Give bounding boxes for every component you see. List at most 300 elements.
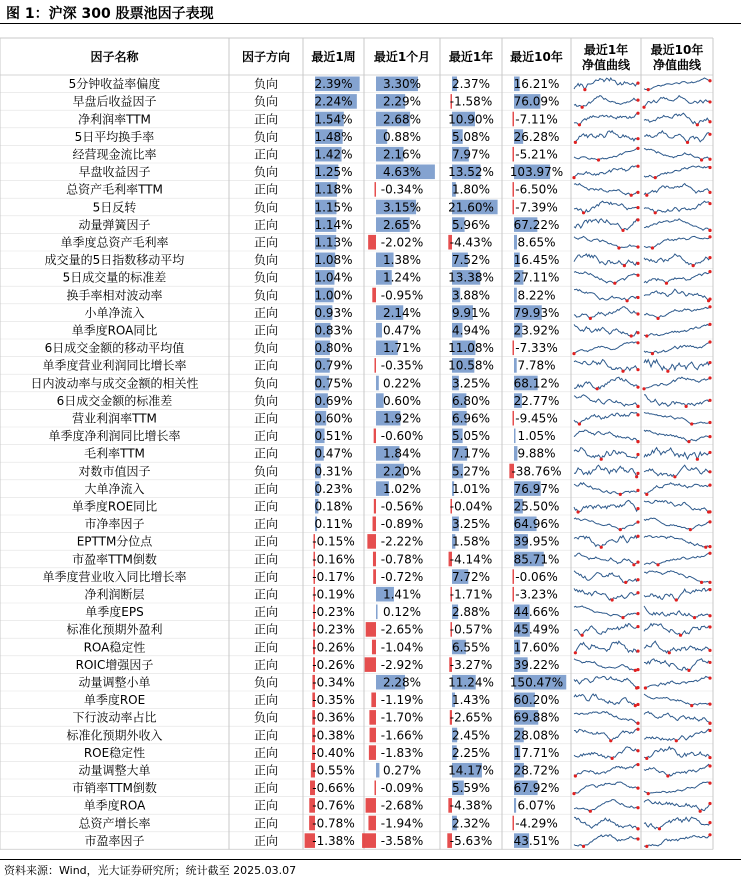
value-bar — [514, 358, 517, 373]
value-cell: 28.08% — [513, 728, 560, 743]
curve-end-marker — [708, 166, 711, 169]
value-cell: -0.35% — [380, 358, 424, 373]
net-value-curve — [644, 817, 710, 829]
net-value-curve — [644, 764, 710, 776]
curve-low-marker — [582, 211, 585, 214]
value-cell: 85.71% — [513, 552, 560, 567]
curve-low-marker — [613, 282, 616, 285]
factor-direction: 正向 — [253, 358, 279, 373]
curve-end-marker — [636, 147, 639, 150]
value-cell: 5.05% — [451, 429, 491, 444]
value-cell: 43.51% — [513, 833, 560, 848]
net-value-curve — [644, 272, 710, 284]
factor-name: 换手率相对波动率 — [66, 288, 163, 303]
factor-direction: 负向 — [253, 200, 279, 215]
value-cell: 2.32% — [451, 816, 491, 831]
curve-end-marker — [708, 120, 711, 123]
value-cell: 11.24% — [448, 675, 494, 690]
factor-direction: 负向 — [253, 675, 279, 690]
value-cell: 2.45% — [451, 728, 491, 743]
net-value-curve — [574, 289, 638, 301]
curve-end-marker — [708, 399, 711, 402]
factor-name: 单季度ROE — [83, 693, 146, 708]
value-cell: 68.12% — [513, 376, 560, 391]
net-value-curve — [574, 624, 638, 636]
factor-direction: 负向 — [253, 270, 279, 285]
curve-end-marker — [636, 722, 639, 725]
value-cell: 21.60% — [448, 200, 494, 215]
factor-direction: 正向 — [253, 534, 279, 549]
value-cell: 0.51% — [314, 429, 353, 444]
value-cell: -1.71% — [449, 587, 493, 602]
net-value-curve — [574, 782, 638, 794]
factor-name: 经营现金流比率 — [72, 147, 157, 162]
curve-low-marker — [651, 352, 654, 355]
value-bar — [375, 182, 377, 197]
factor-name: EPTTM分位点 — [76, 534, 153, 549]
factor-direction: 负向 — [253, 376, 279, 391]
factor-name: 5分钟收益率偏度 — [68, 77, 161, 92]
curve-end-marker — [708, 802, 711, 805]
value-cell: 9.88% — [517, 446, 556, 461]
value-cell: -1.70% — [380, 710, 424, 725]
factor-name: 标准化预期外收入 — [66, 728, 163, 743]
factor-name: 对数市值因子 — [78, 464, 151, 479]
net-value-curve — [574, 113, 638, 125]
value-cell: -0.55% — [312, 763, 355, 778]
value-cell: 1.24% — [382, 270, 422, 285]
curve-end-marker — [636, 165, 639, 168]
curve-end-marker — [636, 649, 639, 652]
value-cell: 2.25% — [451, 745, 491, 760]
value-cell: -4.29% — [515, 816, 558, 831]
value-cell: 1.71% — [382, 341, 422, 356]
value-cell: 3.25% — [451, 376, 491, 391]
curve-low-marker — [656, 563, 659, 566]
curve-end-marker — [636, 472, 639, 475]
net-value-curve — [644, 219, 710, 231]
net-value-curve — [574, 659, 638, 671]
curve-low-marker — [687, 440, 690, 443]
curve-low-marker — [689, 528, 692, 531]
net-value-curve — [644, 113, 710, 125]
net-value-curve — [574, 676, 638, 688]
curve-end-marker — [708, 133, 711, 136]
value-cell: -2.65% — [449, 710, 493, 725]
value-cell: 26.28% — [513, 129, 560, 144]
factor-direction: 正向 — [253, 605, 279, 620]
curve-low-marker — [690, 422, 693, 425]
curve-low-marker — [699, 810, 702, 813]
curve-end-marker — [708, 100, 711, 103]
column-header: 最近1个月 — [373, 50, 431, 64]
value-cell: 1.38% — [382, 253, 422, 268]
curve-low-marker — [609, 739, 612, 742]
value-cell: 10.90% — [448, 112, 494, 127]
value-cell: 6.80% — [451, 393, 491, 408]
value-cell: -5.21% — [515, 147, 558, 162]
value-cell: 1.41% — [382, 587, 422, 602]
curve-low-marker — [700, 581, 703, 584]
curve-end-marker — [708, 79, 711, 82]
curve-end-marker — [708, 297, 711, 300]
curve-end-marker — [708, 484, 711, 487]
value-bar — [373, 552, 376, 567]
curve-end-marker — [708, 305, 711, 308]
curve-end-marker — [708, 756, 711, 759]
factor-direction: 负向 — [253, 393, 279, 408]
value-cell: 25.50% — [513, 499, 560, 514]
value-cell: -9.45% — [515, 411, 558, 426]
value-cell: -3.27% — [449, 657, 493, 672]
curve-end-marker — [636, 191, 639, 194]
net-value-curve — [574, 817, 638, 829]
curve-low-marker — [645, 493, 648, 496]
value-cell: 1.48% — [314, 129, 353, 144]
value-cell: 2.14% — [382, 305, 422, 320]
curve-end-marker — [636, 763, 639, 766]
value-cell: -2.92% — [380, 657, 424, 672]
value-cell: 0.22% — [382, 376, 422, 391]
value-cell: -5.63% — [449, 833, 493, 848]
curve-end-marker — [708, 649, 711, 652]
value-cell: -1.83% — [380, 745, 424, 760]
value-cell: 27.11% — [513, 270, 560, 285]
curve-end-marker — [708, 376, 711, 379]
factor-name: 单季度净利润同比增长率 — [48, 429, 181, 444]
net-value-curve — [574, 606, 638, 618]
value-bar — [376, 605, 378, 620]
value-cell: 22.77% — [513, 393, 560, 408]
column-header: 因子方向 — [241, 50, 291, 64]
net-value-curve — [574, 553, 638, 565]
value-cell: 0.18% — [314, 499, 353, 514]
curve-end-marker — [708, 614, 711, 617]
value-cell: 2.24% — [314, 94, 353, 109]
curve-end-marker — [636, 507, 639, 510]
value-bar — [372, 640, 376, 655]
factor-name: 动量调整大单 — [78, 763, 151, 778]
net-value-curve — [574, 518, 638, 530]
factor-name: 日内波动率与成交金额的相关性 — [30, 376, 199, 391]
net-value-curve — [574, 324, 638, 336]
curve-end-marker — [708, 451, 711, 454]
curve-end-marker — [708, 421, 711, 424]
value-cell: 2.20% — [382, 464, 422, 479]
factor-direction: 正向 — [253, 182, 279, 197]
value-cell: 6.96% — [451, 411, 491, 426]
value-cell: -0.76% — [312, 798, 355, 813]
net-value-curve — [644, 483, 710, 495]
factor-name: 大单净流入 — [84, 481, 145, 496]
value-cell: 2.88% — [451, 605, 491, 620]
value-cell: 8.65% — [517, 235, 556, 250]
factor-name: 总资产毛利率TTM — [66, 182, 163, 197]
curve-end-marker — [636, 368, 639, 371]
net-value-curve — [574, 536, 638, 548]
value-cell: 2.68% — [382, 112, 422, 127]
value-cell: 0.47% — [314, 446, 353, 461]
curve-low-marker — [624, 581, 627, 584]
value-cell: 2.65% — [382, 217, 422, 232]
net-value-curve — [574, 377, 638, 389]
curve-end-marker — [708, 764, 711, 767]
value-cell: -1.38% — [312, 833, 355, 848]
net-value-curve — [644, 184, 710, 196]
curve-end-marker — [708, 235, 711, 238]
curve-end-marker — [708, 435, 711, 438]
net-value-curve — [574, 148, 638, 160]
value-cell: 3.15% — [382, 200, 422, 215]
curve-low-marker — [686, 141, 689, 144]
factor-direction: 负向 — [253, 129, 279, 144]
value-cell: -1.04% — [380, 640, 424, 655]
value-cell: 76.97% — [513, 481, 560, 496]
factor-direction: 正向 — [253, 763, 279, 778]
value-cell: 44.66% — [513, 605, 560, 620]
value-cell: -0.06% — [515, 569, 558, 584]
value-cell: -0.78% — [312, 816, 355, 831]
curve-low-marker — [666, 774, 669, 777]
net-value-curve — [574, 96, 638, 108]
curve-low-marker — [700, 158, 703, 161]
factor-direction: 正向 — [253, 517, 279, 532]
value-cell: 1.13% — [314, 235, 353, 250]
factor-name: 6日成交金额的移动平均值 — [44, 341, 185, 356]
value-cell: 0.47% — [382, 323, 422, 338]
value-bar — [513, 411, 515, 426]
factor-name: 5日平均换手率 — [74, 129, 155, 144]
factor-name: 市销率TTM倒数 — [72, 781, 157, 796]
curve-end-marker — [708, 270, 711, 273]
value-cell: -0.60% — [380, 429, 424, 444]
column-header: 最近10年 — [650, 43, 704, 57]
value-bar — [376, 323, 382, 338]
factor-direction: 负向 — [253, 94, 279, 109]
factor-name: 单季度营业收入同比增长率 — [42, 569, 187, 584]
value-cell: -7.39% — [515, 200, 558, 215]
value-cell: 69.88% — [513, 710, 560, 725]
curve-end-marker — [708, 625, 711, 628]
factor-direction: 负向 — [253, 165, 279, 180]
curve-end-marker — [636, 786, 639, 789]
value-cell: -0.26% — [312, 640, 355, 655]
value-bar — [370, 728, 376, 743]
net-value-curve — [574, 166, 638, 178]
value-cell: -2.22% — [380, 534, 424, 549]
value-cell: 28.72% — [513, 763, 560, 778]
value-cell: 1.80% — [451, 182, 491, 197]
net-value-curve — [644, 166, 710, 178]
value-bar — [365, 657, 376, 672]
value-cell: 7.72% — [451, 569, 491, 584]
net-value-curve — [644, 518, 710, 530]
value-bar — [373, 569, 376, 584]
factor-direction: 正向 — [253, 728, 279, 743]
value-cell: 7.17% — [451, 446, 491, 461]
value-cell: -4.43% — [449, 235, 493, 250]
curve-end-marker — [636, 218, 639, 221]
curve-end-marker — [636, 591, 639, 594]
value-cell: 60.20% — [513, 693, 560, 708]
value-bar — [366, 622, 376, 637]
footer-rule — [0, 859, 741, 860]
net-value-curve — [574, 448, 638, 460]
factor-direction: 正向 — [253, 147, 279, 162]
curve-low-marker — [692, 264, 695, 267]
net-value-curve — [574, 483, 638, 495]
curve-low-marker — [642, 106, 645, 109]
value-cell: 17.60% — [513, 640, 560, 655]
column-header: 最近1年 — [448, 50, 494, 64]
curve-low-marker — [647, 88, 650, 91]
curve-end-marker — [708, 821, 711, 824]
factor-direction: 负向 — [253, 464, 279, 479]
value-cell: -7.33% — [515, 341, 558, 356]
factor-name: 6日成交金额的标准差 — [56, 393, 173, 408]
value-cell: 39.22% — [513, 657, 560, 672]
curve-end-marker — [636, 99, 639, 102]
value-cell: 0.27% — [382, 763, 422, 778]
factor-direction: 正向 — [253, 323, 279, 338]
curve-end-marker — [636, 312, 639, 315]
curve-end-marker — [636, 341, 639, 344]
value-cell: -38.76% — [511, 464, 562, 479]
value-bar — [376, 376, 379, 391]
net-value-curve — [644, 131, 710, 143]
curve-low-marker — [611, 757, 614, 760]
curve-end-marker — [636, 578, 639, 581]
value-cell: 1.14% — [314, 217, 353, 232]
curve-low-marker — [690, 704, 693, 707]
factor-direction: 正向 — [253, 552, 279, 567]
curve-low-marker — [574, 774, 577, 777]
net-value-curve — [574, 712, 638, 724]
curve-low-marker — [696, 458, 699, 461]
curve-end-marker — [636, 82, 639, 85]
curve-end-marker — [636, 837, 639, 840]
value-bar — [514, 798, 516, 813]
value-bar — [513, 569, 515, 584]
curve-low-marker — [644, 686, 647, 689]
curve-end-marker — [636, 520, 639, 523]
curve-low-marker — [704, 546, 707, 549]
factor-direction: 正向 — [253, 235, 279, 250]
factor-name: 单季度ROA同比 — [71, 323, 158, 338]
value-cell: -0.40% — [312, 745, 355, 760]
curve-low-marker — [597, 158, 600, 161]
value-bar — [513, 341, 515, 356]
value-cell: 76.09% — [513, 94, 560, 109]
net-value-curve — [644, 96, 710, 108]
net-value-curve — [644, 430, 710, 442]
net-value-curve — [644, 553, 710, 565]
curve-end-marker — [636, 686, 639, 689]
factor-name: 净利润率TTM — [78, 112, 151, 127]
value-cell: 8.22% — [517, 288, 556, 303]
value-cell: 5.08% — [451, 129, 491, 144]
curve-end-marker — [708, 661, 711, 664]
value-cell: -0.04% — [449, 499, 493, 514]
curve-low-marker — [693, 616, 696, 619]
value-cell: 0.60% — [382, 393, 422, 408]
curve-low-marker — [645, 194, 648, 197]
curve-low-marker — [576, 510, 579, 513]
value-cell: -1.66% — [380, 728, 424, 743]
curve-low-marker — [572, 352, 575, 355]
factor-name: 标准化预期外盈利 — [66, 622, 163, 637]
curve-end-marker — [636, 413, 639, 416]
factor-direction: 正向 — [253, 499, 279, 514]
net-value-curve — [644, 201, 710, 213]
factor-direction: 正向 — [253, 217, 279, 232]
factor-direction: 正向 — [253, 569, 279, 584]
factor-name: 早盘后收益因子 — [72, 94, 157, 109]
curve-end-marker — [708, 470, 711, 473]
factor-direction: 负向 — [253, 710, 279, 725]
curve-low-marker — [574, 651, 577, 654]
curve-low-marker — [574, 141, 577, 144]
value-cell: -2.68% — [380, 798, 424, 813]
curve-end-marker — [708, 323, 711, 326]
value-bar — [362, 833, 376, 848]
net-value-curve — [574, 571, 638, 583]
factor-direction: 正向 — [253, 411, 279, 426]
curve-end-marker — [636, 137, 639, 140]
value-cell: -0.35% — [312, 693, 355, 708]
value-cell: 10.58% — [448, 358, 494, 373]
value-cell: -3.23% — [515, 587, 558, 602]
column-header: 最近1年 — [583, 43, 629, 57]
factor-name: 成交量的5日指数移动平均 — [44, 253, 185, 268]
value-cell: 6.55% — [451, 640, 491, 655]
curve-end-marker — [636, 453, 639, 456]
value-cell: 5.96% — [451, 217, 491, 232]
curve-end-marker — [636, 561, 639, 564]
curve-low-marker — [581, 634, 584, 637]
column-header: 因子名称 — [90, 50, 139, 64]
value-cell: 7.78% — [517, 358, 556, 373]
curve-low-marker — [600, 546, 603, 549]
value-cell: 2.37% — [451, 77, 491, 92]
value-cell: -0.19% — [312, 587, 355, 602]
net-value-curve — [644, 148, 710, 160]
curve-low-marker — [635, 475, 638, 478]
net-value-curve — [644, 236, 710, 248]
curve-end-marker — [708, 552, 711, 555]
value-cell: 1.92% — [382, 411, 422, 426]
value-cell: 0.80% — [314, 341, 353, 356]
value-cell: 1.15% — [314, 200, 353, 215]
value-cell: 2.16% — [382, 147, 422, 162]
net-value-curve — [574, 764, 638, 776]
net-value-curve — [574, 307, 638, 319]
factor-name: ROIC增强因子 — [75, 657, 154, 672]
value-bar — [513, 182, 515, 197]
curve-low-marker — [621, 370, 624, 373]
value-bar — [375, 781, 377, 796]
net-value-curve — [644, 694, 710, 706]
value-cell: -0.95% — [380, 288, 424, 303]
curve-end-marker — [636, 827, 639, 830]
net-value-curve — [574, 236, 638, 248]
net-value-curve — [574, 201, 638, 213]
net-value-curve — [644, 465, 710, 477]
net-value-curve — [644, 78, 710, 90]
factor-name: 动量弹簧因子 — [78, 217, 151, 232]
net-value-curve — [574, 747, 638, 759]
net-value-curve — [574, 641, 638, 653]
